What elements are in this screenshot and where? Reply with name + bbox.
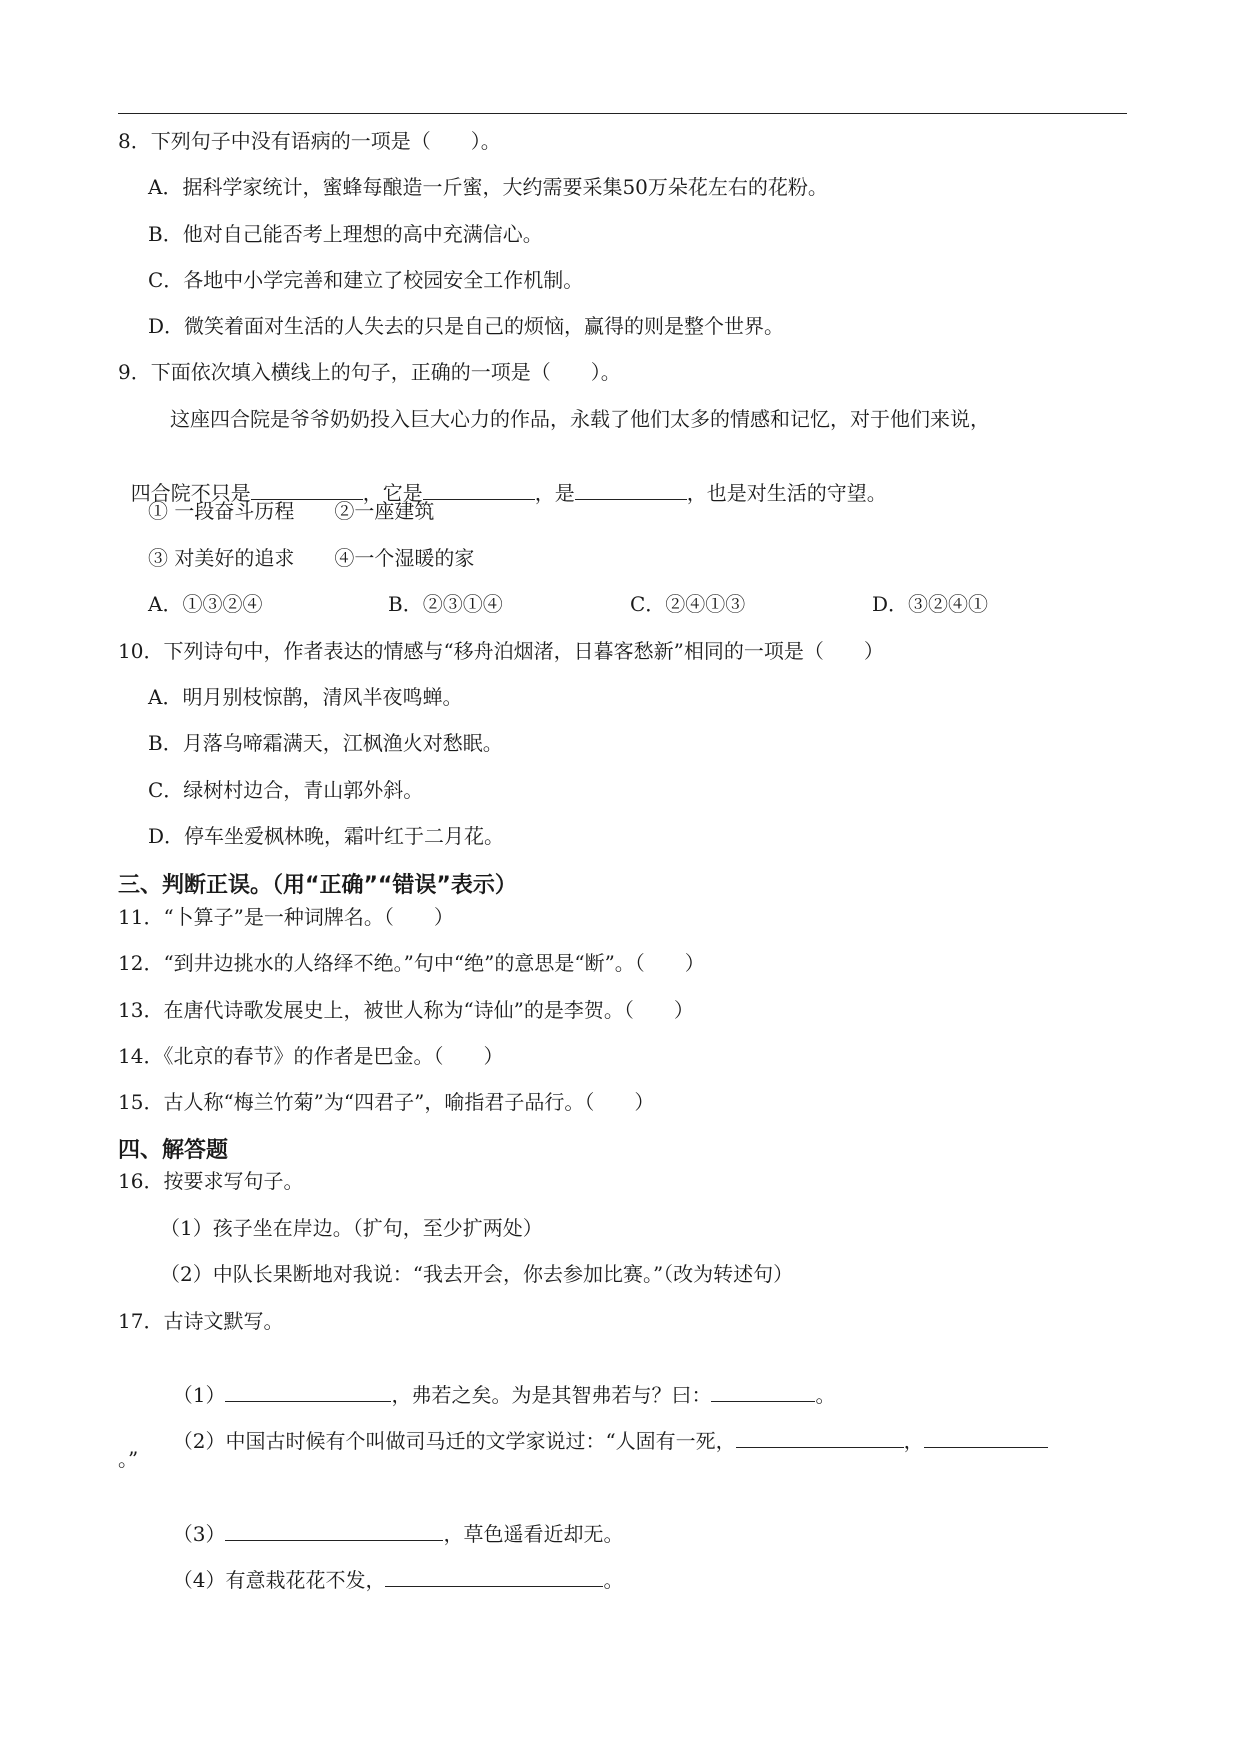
q17-sub3-prefix: （3）: [172, 1522, 226, 1546]
q8-stem: 8．下列句子中没有语病的一项是（ ）。: [118, 129, 501, 153]
q17-stem: 17．古诗文默写。: [118, 1309, 284, 1333]
section4-title: 四、解答题: [118, 1138, 229, 1163]
q17-sub3-end: ，草色遥看近却无。: [443, 1522, 624, 1546]
q9-passage-part-d: ，也是对生活的守望。: [686, 481, 887, 505]
q10-option-d: D．停车坐爱枫林晚，霜叶红于二月花。: [148, 824, 505, 848]
q17-sub4-end: 。: [603, 1568, 624, 1592]
q17-sub1-end: 。: [815, 1383, 836, 1407]
judge-item-13: 13．在唐代诗歌发展史上，被世人称为“诗仙”的是李贺。（ ）: [118, 998, 694, 1022]
q9-choice-b: B．②③①④: [388, 592, 503, 616]
q10-option-c: C．绿树村边合，青山郭外斜。: [148, 778, 424, 802]
q17-sub2: [160, 1399, 1048, 1455]
q8-option-d: D．微笑着面对生活的人失去的只是自己的烦恼，赢得的则是整个世界。: [148, 314, 785, 338]
q9-items-row2: ③ 对美好的追求 ④一个湿暖的家: [148, 546, 475, 570]
q17-sub2-blank-1[interactable]: [736, 1427, 904, 1448]
q9-items-row1: ① 一段奋斗历程 ②一座建筑: [148, 499, 435, 523]
q8-option-c: C．各地中小学完善和建立了校园安全工作机制。: [148, 268, 584, 292]
q10-stem: 10．下列诗句中，作者表达的情感与“移舟泊烟渚，日暮客愁新”相同的一项是（ ）: [118, 639, 884, 663]
q9-choice-a: A．①③②④: [148, 592, 263, 616]
q8-option-a: A．据科学家统计，蜜蜂每酿造一斤蜜，大约需要采集50万朵花左右的花粉。: [148, 175, 828, 199]
q9-passage-line1: 这座四合院是爷爷奶奶投入巨大心力的作品，永载了他们太多的情感和记忆，对于他们来说，: [170, 407, 990, 431]
judge-item-12: 12．“到井边挑水的人络绎不绝。”句中“绝”的意思是“断”。（ ）: [118, 951, 705, 975]
q9-passage-part-c: ，是: [534, 481, 575, 505]
q16-sub1: （1）孩子坐在岸边。（扩句，至少扩两处）: [160, 1216, 543, 1240]
q17-sub2-mid: ，: [903, 1429, 924, 1453]
q9-blank-2[interactable]: [423, 479, 535, 500]
q17-sub4: [160, 1538, 623, 1594]
q9-passage-part-b: ，它是: [362, 481, 423, 505]
q17-sub1-prefix: （1）: [172, 1383, 226, 1407]
q17-sub4-blank[interactable]: [385, 1566, 603, 1587]
q9-blank-3[interactable]: [575, 479, 687, 500]
q9-choice-d: D．③②④①: [872, 592, 989, 616]
q9-choice-c: C．②④①③: [630, 592, 746, 616]
q17-sub1-mid: ，弗若之矣。为是其智弗若与？曰：: [391, 1383, 712, 1407]
header-rule: [118, 113, 1127, 114]
q17-sub2-end: 。”: [118, 1447, 139, 1471]
q17-sub2-prefix: （2）中国古时候有个叫做司马迁的文学家说过：“人固有一死，: [172, 1429, 736, 1453]
q16-sub2: （2）中队长果断地对我说：“我去开会，你去参加比赛。”（改为转述句）: [160, 1262, 794, 1286]
section3-title: 三、判断正误。（用“正确”“错误”表示）: [118, 873, 517, 898]
judge-item-11: 11．“卜算子”是一种词牌名。（ ）: [118, 905, 454, 929]
q17-sub2-blank-2[interactable]: [924, 1427, 1048, 1448]
q9-stem: 9．下面依次填入横线上的句子，正确的一项是（ ）。: [118, 360, 621, 384]
q10-option-b: B．月落乌啼霜满天，江枫渔火对愁眠。: [148, 731, 503, 755]
q9-passage-part-a: 四合院不只是: [130, 481, 251, 505]
q16-stem: 16．按要求写句子。: [118, 1169, 304, 1193]
q8-option-b: B．他对自己能否考上理想的高中充满信心。: [148, 222, 543, 246]
q17-sub4-prefix: （4）有意栽花花不发，: [172, 1568, 386, 1592]
judge-item-14: 14．《北京的春节》的作者是巴金。（ ）: [118, 1044, 504, 1068]
judge-item-15: 15．古人称“梅兰竹菊”为“四君子”，喻指君子品行。（ ）: [118, 1090, 655, 1114]
q10-option-a: A．明月别枝惊鹊，清风半夜鸣蝉。: [148, 685, 463, 709]
